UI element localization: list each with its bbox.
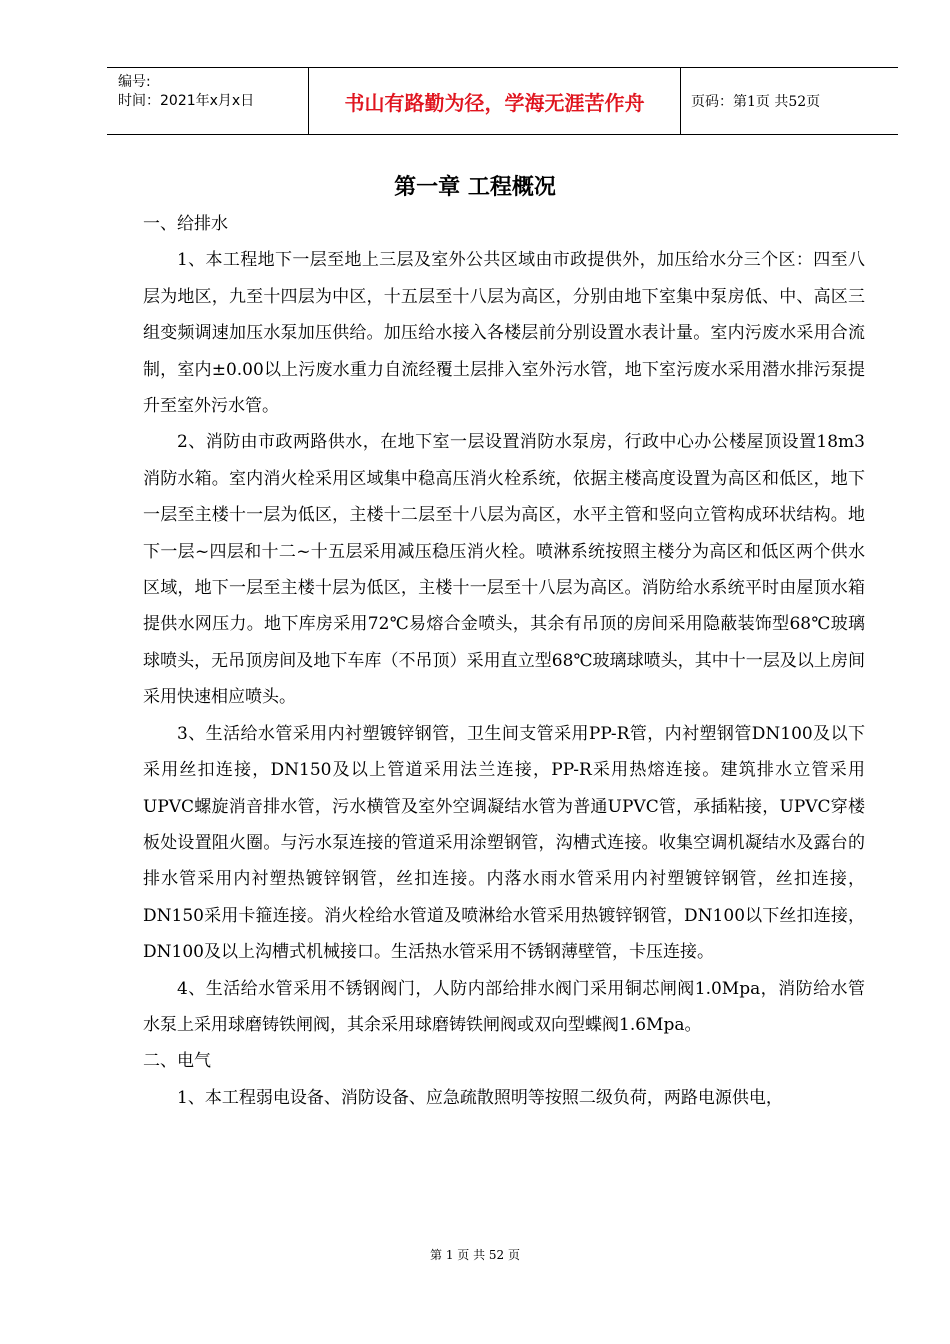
paragraph-valves: 4、生活给水管采用不锈钢阀门，人防内部给排水阀门采用铜芯闸阀1.0Mpa，消防给水管水泵上采用球磨铸铁闸阀，其余采用球磨铸铁闸阀或双向型蝶阀1.6Mpa。	[143, 978, 865, 1035]
paragraph-pipe-materials: 3、生活给水管采用内衬塑镀锌钢管，卫生间支管采用PP-R管，内衬塑钢管DN100及以下采用丝扣连接，DN150及以上管道采用法兰连接，PP-R采用热熔连接。建筑排水立管采用UPVC螺旋消音排水管，污水横管及室外空调凝结水管为普通UPVC管，承插粘接，UPVC穿楼板处设置阻火圈。与污水泵连接的管道采用涂塑钢管，沟槽式连接。收集空调机凝结水及露台的排水管采用内衬塑热镀锌钢管，丝扣连接。内落水雨水管采用内衬塑镀锌钢管，丝扣连接，DN150采用卡箍连接。消火栓给水管道及喷淋给水管采用热镀锌钢管，DN100以下丝扣连接，DN100及以上沟槽式机械接口。生活热水管采用不锈钢薄壁管，卡压连接。	[143, 723, 865, 963]
header-meta-cell	[107, 68, 309, 134]
paragraph-water-supply: 1、本工程地下一层至地上三层及室外公共区域由市政提供外，加压给水分三个区：四至八层为地区，九至十四层为中区，十五层至十八层为高区，分别由地下室集中泵房低、中、高区三组变频调速加压水泵加压供给。加压给水接入各楼层前分别设置水表计量。室内污废水采用合流制，室内±0.00以上污废水重力自流经覆土层排入室外污水管，地下室污废水采用潜水排污泵提升至室外污水管。	[143, 250, 865, 417]
doc-time-label: 时间：2021年x月x日	[118, 93, 255, 109]
page-header	[107, 67, 898, 135]
doc-number-label: 编号:	[118, 74, 151, 90]
section-heading-electrical: 二、电气	[143, 1051, 211, 1072]
page-footer: 第 1 页 共 52 页	[430, 1248, 520, 1262]
document-body	[143, 206, 865, 1116]
paragraph-electrical-load: 1、本工程弱电设备、消防设备、应急疏散照明等按照二级负荷，两路电源供电，	[177, 1087, 783, 1108]
header-page-info: 页码：第1页 共52页	[691, 94, 821, 110]
chapter-title: 第一章 工程概况	[394, 175, 556, 200]
paragraph-fire-protection: 2、消防由市政两路供水，在地下室一层设置消防水泵房，行政中心办公楼屋顶设置18m3消防水箱。室内消火栓采用区域集中稳高压消火栓系统，依据主楼高度设置为高区和低区，地下一层至主楼十一层为低区，主楼十二层至十八层为高区，水平主管和竖向立管构成环状结构。地下一层~四层和十二~十五层采用减压稳压消火栓。喷淋系统按照主楼分为高区和低区两个供水区域，地下一层至主楼十层为低区，主楼十一层至十八层为高区。消防给水系统平时由屋顶水箱提供水网压力。地下库房采用72℃易熔合金喷头，其余有吊顶的房间采用隐蔽装饰型68℃玻璃球喷头，无吊顶房间及地下车库（不吊顶）采用直立型68℃玻璃球喷头，其中十一层及以上房间采用快速相应喷头。	[143, 432, 865, 708]
section-heading-water: 一、给排水	[143, 214, 228, 234]
header-motto: 书山有路勤为径，学海无涯苦作舟	[309, 68, 681, 134]
